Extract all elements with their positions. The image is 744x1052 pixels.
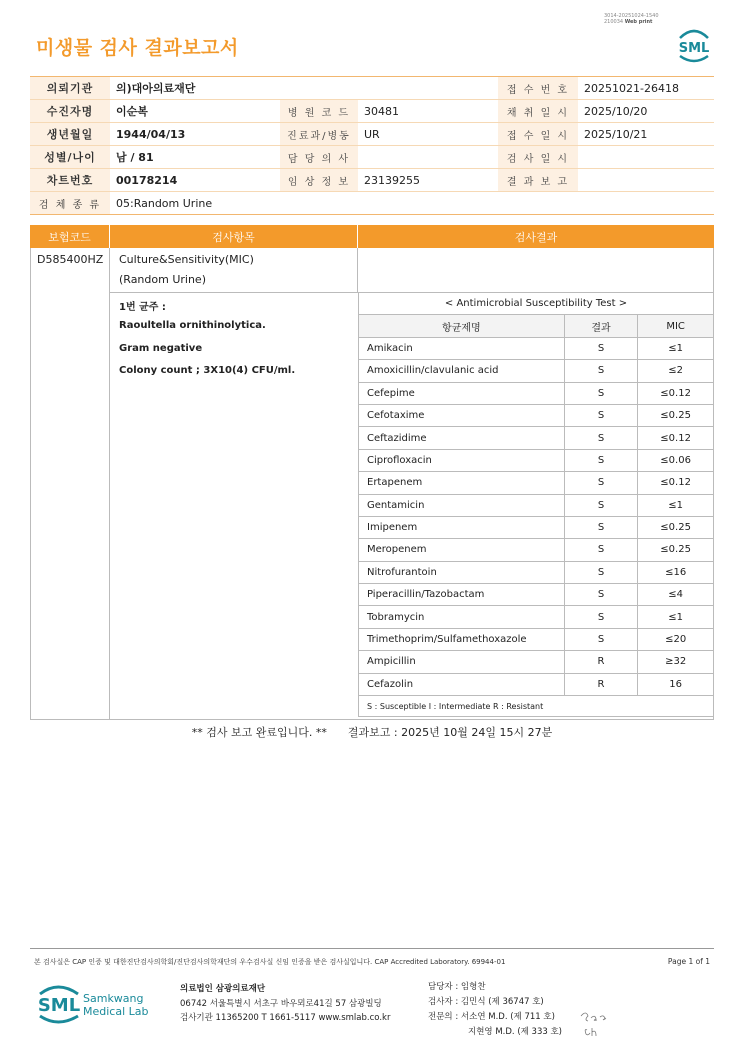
ast-mic: ≤0.12 [638,382,714,404]
ast-header-mic: MIC [638,315,714,337]
value-receipt-no: 20251021-26418 [578,77,714,100]
ast-mic: ≥32 [638,651,714,673]
label-result-report: 결 과 보 고 [498,169,578,192]
logo-line2: Medical Lab [83,1005,149,1018]
ast-result: S [564,494,638,516]
value-sex-age: 남 / 81 [110,146,280,169]
ast-row [359,561,714,583]
ast-result: S [564,404,638,426]
staff-info [428,980,562,1040]
ast-result: S [564,606,638,628]
accreditation-note: 본 검사실은 CAP 인증 및 대한진단검사의학회/진단검사의학재단의 우수검사실 신임 인증을 받은 검사실입니다. CAP Accredited Laboratory. 69944-01 [34,958,506,966]
ast-result: S [564,561,638,583]
sml-logo-text: SML [678,41,710,56]
value-birth-date: 1944/04/13 [110,123,280,146]
ast-drug-name: Ampicillin [359,651,565,673]
ast-row [359,584,714,606]
label-sex-age: 성별/나이 [30,146,110,169]
ast-drug-name: Cefazolin [359,673,565,695]
logo-line1: Samkwang [83,992,144,1005]
page-number: Page 1 of 1 [667,957,710,966]
ast-drug-name: Gentamicin [359,494,565,516]
ast-row [359,673,714,695]
organism-name: Raoultella ornithinolytica. [119,320,266,331]
ast-result: S [564,472,638,494]
info-row [30,169,714,192]
label-department: 진료과/병동 [280,123,358,146]
org-contact: 검사기관 11365200 T 1661-5117 www.smlab.co.kr [180,1013,391,1023]
divider [357,248,358,292]
gram-stain: Gram negative [119,343,203,354]
divider [109,248,110,720]
ast-caption-row [359,293,714,315]
completion-line [0,724,744,740]
label-receipt-no: 접 수 번 호 [498,77,578,100]
ast-mic: ≤1 [638,337,714,359]
print-mode: Web print [624,19,653,25]
org-address: 06742 서울특별시 서초구 바우뫼로41길 57 삼광빌딩 [180,998,382,1009]
ast-result: S [564,337,638,359]
ast-row [359,539,714,561]
footer-rule [30,948,714,949]
ast-drug-name: Amoxicillin/clavulanic acid [359,360,565,382]
label-clinical-info: 임 상 정 보 [280,169,358,192]
sml-logo-icon [674,26,714,64]
ast-body [359,337,714,695]
ast-row [359,449,714,471]
label-physician: 담 당 의 사 [280,146,358,169]
ast-mic: 16 [638,673,714,695]
ast-row [359,472,714,494]
ast-result: S [564,584,638,606]
ast-row [359,382,714,404]
ast-mic: ≤2 [638,360,714,382]
ast-caption: < Antimicrobial Susceptibility Test > [359,293,714,315]
ast-drug-name: Nitrofurantoin [359,561,565,583]
ast-row [359,404,714,426]
print-code-line1: 3014-20251024-1540 [604,13,659,19]
ast-drug-name: Piperacillin/Tazobactam [359,584,565,606]
label-requester: 의뢰기관 [30,77,110,100]
info-row [30,100,714,123]
value-hospital-code: 30481 [358,100,498,123]
report-time: 결과보고 : 2025년 10월 24일 15시 27분 [347,726,553,739]
ast-result: S [564,539,638,561]
value-specimen-type: 05:Random Urine [110,192,714,215]
ast-mic: ≤0.25 [638,404,714,426]
ast-drug-name: Amikacin [359,337,565,359]
ast-mic: ≤0.12 [638,472,714,494]
print-code-line2: 210034 [604,19,624,25]
insurance-code: D585400HZ [37,253,104,266]
label-receipt-date: 접 수 일 시 [498,123,578,146]
completion-notice: ** 검사 보고 완료입니다. ** [191,726,327,739]
org-name: 의료법인 삼광의료재단 [180,984,266,994]
ast-row [359,516,714,538]
ast-result: S [564,360,638,382]
info-row [30,192,714,215]
col-test-result: 검사결과 [514,230,558,244]
ast-row [359,651,714,673]
signature-icon [578,1008,614,1038]
ast-drug-name: Cefepime [359,382,565,404]
colony-count: Colony count ; 3X10(4) CFU/ml. [119,365,296,376]
ast-row [359,494,714,516]
results-header [30,225,714,248]
ast-drug-name: Imipenem [359,516,565,538]
staff-manager: 담당자 : 임형찬 [428,982,486,992]
label-birth-date: 생년월일 [30,123,110,146]
label-collection-date: 채 취 일 시 [498,100,578,123]
staff-specialist2: 지현영 M.D. (제 333 호) [468,1027,563,1037]
ast-drug-name: Ciprofloxacin [359,449,565,471]
ast-row [359,337,714,359]
label-specimen-type: 검 체 종 류 [30,192,110,215]
info-row [30,123,714,146]
ast-row [359,606,714,628]
ast-mic: ≤4 [638,584,714,606]
ast-header-drug: 항균제명 [359,315,565,337]
staff-tester: 검사자 : 김민식 (제 36747 호) [428,997,544,1007]
label-test-date: 검 사 일 시 [498,146,578,169]
info-row [30,146,714,169]
ast-mic: ≤1 [638,606,714,628]
report-title: 미생물 검사 결과보고서 [36,37,239,59]
label-hospital-code: 병 원 코 드 [280,100,358,123]
ast-result: R [564,651,638,673]
value-clinical-info: 23139255 [358,169,498,192]
ast-result: S [564,628,638,650]
organism-label: 1번 균주 : [119,302,166,313]
value-result-report [578,169,714,192]
ast-mic: ≤0.25 [638,516,714,538]
ast-result: S [564,516,638,538]
divider [109,292,358,293]
ast-mic: ≤16 [638,561,714,583]
ast-mic: ≤0.06 [638,449,714,471]
ast-row [359,628,714,650]
ast-drug-name: Trimethoprim/Sulfamethoxazole [359,628,565,650]
ast-header-row [359,315,714,337]
ast-drug-name: Cefotaxime [359,404,565,426]
value-patient-name: 이순복 [110,100,280,123]
value-test-date [578,146,714,169]
value-chart-no: 00178214 [110,169,280,192]
ast-result: S [564,449,638,471]
ast-mic: ≤0.25 [638,539,714,561]
col-insurance-code: 보험코드 [30,225,110,248]
ast-legend-row [359,696,714,717]
ast-drug-name: Meropenem [359,539,565,561]
label-patient-name: 수진자명 [30,100,110,123]
ast-header-result: 결과 [564,315,638,337]
ast-row [359,360,714,382]
ast-legend: S : Susceptible I : Intermediate R : Resistant [359,696,714,717]
test-name: Culture&Sensitivity(MIC) [119,253,254,266]
value-requester: 의)대아의료재단 [110,77,498,100]
value-receipt-date: 2025/10/21 [578,123,714,146]
ast-mic: ≤20 [638,628,714,650]
staff-specialist1: 전문의 : 서소연 M.D. (제 711 호) [428,1012,555,1022]
ast-drug-name: Ceftazidime [359,427,565,449]
ast-result: S [564,427,638,449]
samkwang-logo-icon [36,980,156,1028]
ast-mic: ≤0.12 [638,427,714,449]
ast-drug-name: Tobramycin [359,606,565,628]
ast-result: S [564,382,638,404]
ast-table [358,292,714,717]
patient-info-table [30,76,714,215]
ast-result: R [564,673,638,695]
value-physician [358,146,498,169]
ast-drug-name: Ertapenem [359,472,565,494]
value-department: UR [358,123,498,146]
label-chart-no: 차트번호 [30,169,110,192]
ast-row [359,427,714,449]
test-specimen: (Random Urine) [119,273,206,286]
print-code [604,13,659,25]
info-row [30,77,714,100]
logo-sml: SML [37,995,81,1016]
ast-mic: ≤1 [638,494,714,516]
value-collection-date: 2025/10/20 [578,100,714,123]
org-info [180,982,390,1026]
col-test-item: 검사항목 [110,225,358,248]
